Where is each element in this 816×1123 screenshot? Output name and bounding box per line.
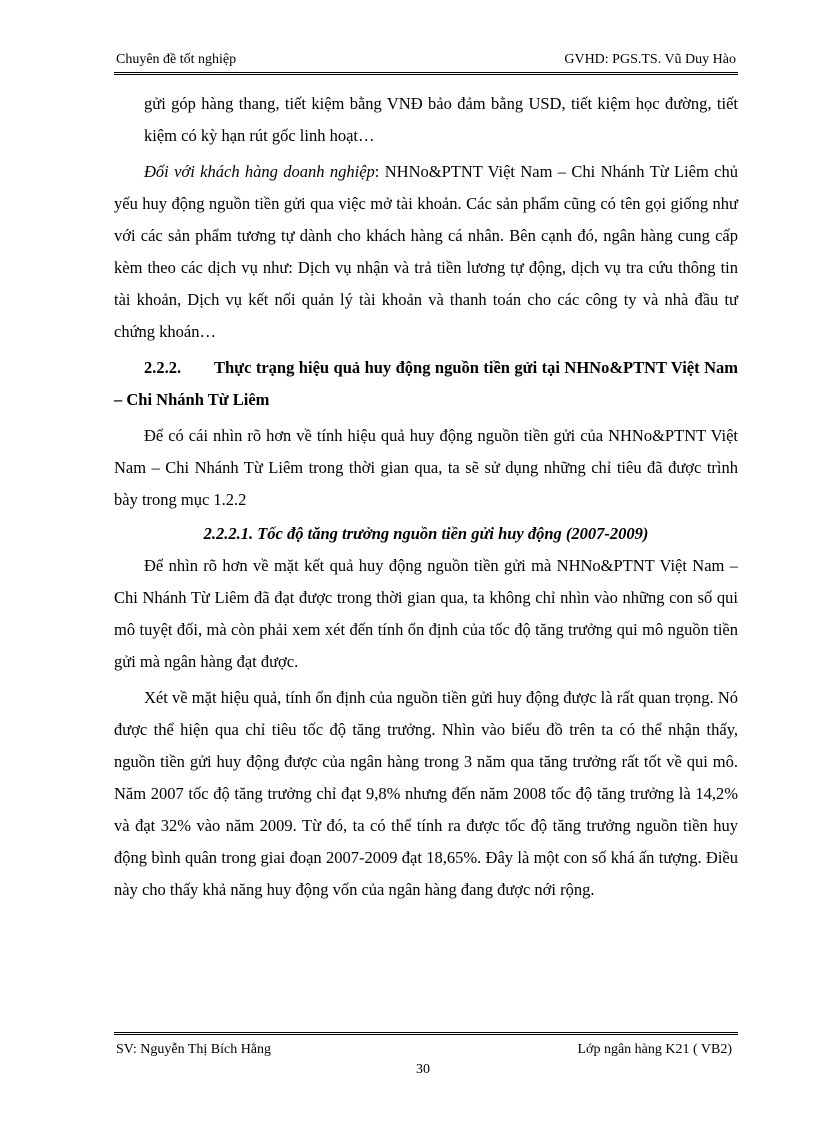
- section-title: Thực trạng hiệu quả huy động nguồn tiền gửi tại NHNo&PTNT Việt Nam – Chi Nhánh Từ Liêm: [114, 358, 738, 409]
- header-divider: [114, 72, 738, 75]
- paragraph-text: : NHNo&PTNT Việt Nam – Chi Nhánh Từ Liêm chủ yếu huy động nguồn tiền gửi qua việc mở tài khoản. Các sản phẩm cũng có tên gọi giống như với các sản phẩm tương tự dành cho khách hàng cá nhân. Bên cạnh đó, ngân hàng cung cấp kèm theo các dịch vụ như: Dịch vụ nhận và trả tiền lương tự động, dịch vụ tra cứu thông tin tài khoản, Dịch vụ kết nối quản lý tài khoản và thanh toán cho các công ty và nhà đầu tư chứng khoán…: [114, 162, 738, 341]
- paragraph-growth-analysis: Xét về mặt hiệu quả, tính ổn định của nguồn tiền gửi huy động được là rất quan trọng. Nó được thể hiện qua chỉ tiêu tốc độ tăng trưởng. Nhìn vào biểu đồ trên ta có thể nhận thấy, nguồn tiền gửi huy động được của ngân hàng trong 3 năm qua tăng trưởng rất tốt về qui mô. Năm 2007 tốc độ tăng trưởng chỉ đạt 9,8% nhưng đến năm 2008 tốc độ tăng trưởng là 14,2% và đạt 32% vào năm 2009. Từ đó, ta có thể tính ra được tốc độ tăng trưởng nguồn tiền huy động bình quân trong giai đoạn 2007-2009 đạt 18,65%. Đây là một con số khá ấn tượng. Điều này cho thấy khả năng huy động vốn của ngân hàng đang được nới rộng.: [114, 688, 738, 899]
- paragraph-lead-italic: Đối với khách hàng doanh nghiệp: [144, 162, 375, 181]
- paragraph-corporate-customers: [114, 156, 738, 348]
- document-body: [114, 88, 738, 906]
- header-thesis-type: Chuyên đề tốt nghiệp: [116, 52, 237, 67]
- section-heading-2-2-2: [114, 352, 738, 416]
- footer-class: Lớp ngân hàng K21 ( VB2): [577, 1042, 732, 1057]
- footer-student: SV: Nguyễn Thị Bích Hằng: [116, 1042, 272, 1057]
- section-number: 2.2.2.: [144, 358, 182, 377]
- paragraph-continued: gửi góp hàng thang, tiết kiệm bằng VNĐ bảo đảm bằng USD, tiết kiệm học đường, tiết kiệm có kỳ hạn rút gốc linh hoạt…: [144, 94, 738, 145]
- subsection-heading-2-2-2-1: 2.2.2.1. Tốc độ tăng trưởng nguồn tiền gửi huy động (2007-2009): [203, 524, 649, 543]
- paragraph-intro: Để có cái nhìn rõ hơn về tính hiệu quả huy động nguồn tiền gửi của NHNo&PTNT Việt Nam – Chi Nhánh Từ Liêm trong thời gian qua, ta sẽ sử dụng những chỉ tiêu đã được trình bày trong mục 1.2.2: [114, 426, 738, 509]
- page-header: [114, 50, 738, 72]
- header-supervisor: GVHD: PGS.TS. Vũ Duy Hào: [564, 52, 736, 67]
- page-number: 30: [416, 1062, 430, 1077]
- footer-divider: [114, 1032, 738, 1035]
- paragraph-growth-overview: Để nhìn rõ hơn về mặt kết quả huy động nguồn tiền gửi mà NHNo&PTNT Việt Nam – Chi Nhánh Từ Liêm đã đạt được trong thời gian qua, ta không chỉ nhìn vào những con số qui mô tuyệt đối, mà còn phải xem xét đến tính ổn định của tốc độ tăng trưởng qui mô nguồn tiền gửi mà ngân hàng đạt được.: [114, 556, 738, 671]
